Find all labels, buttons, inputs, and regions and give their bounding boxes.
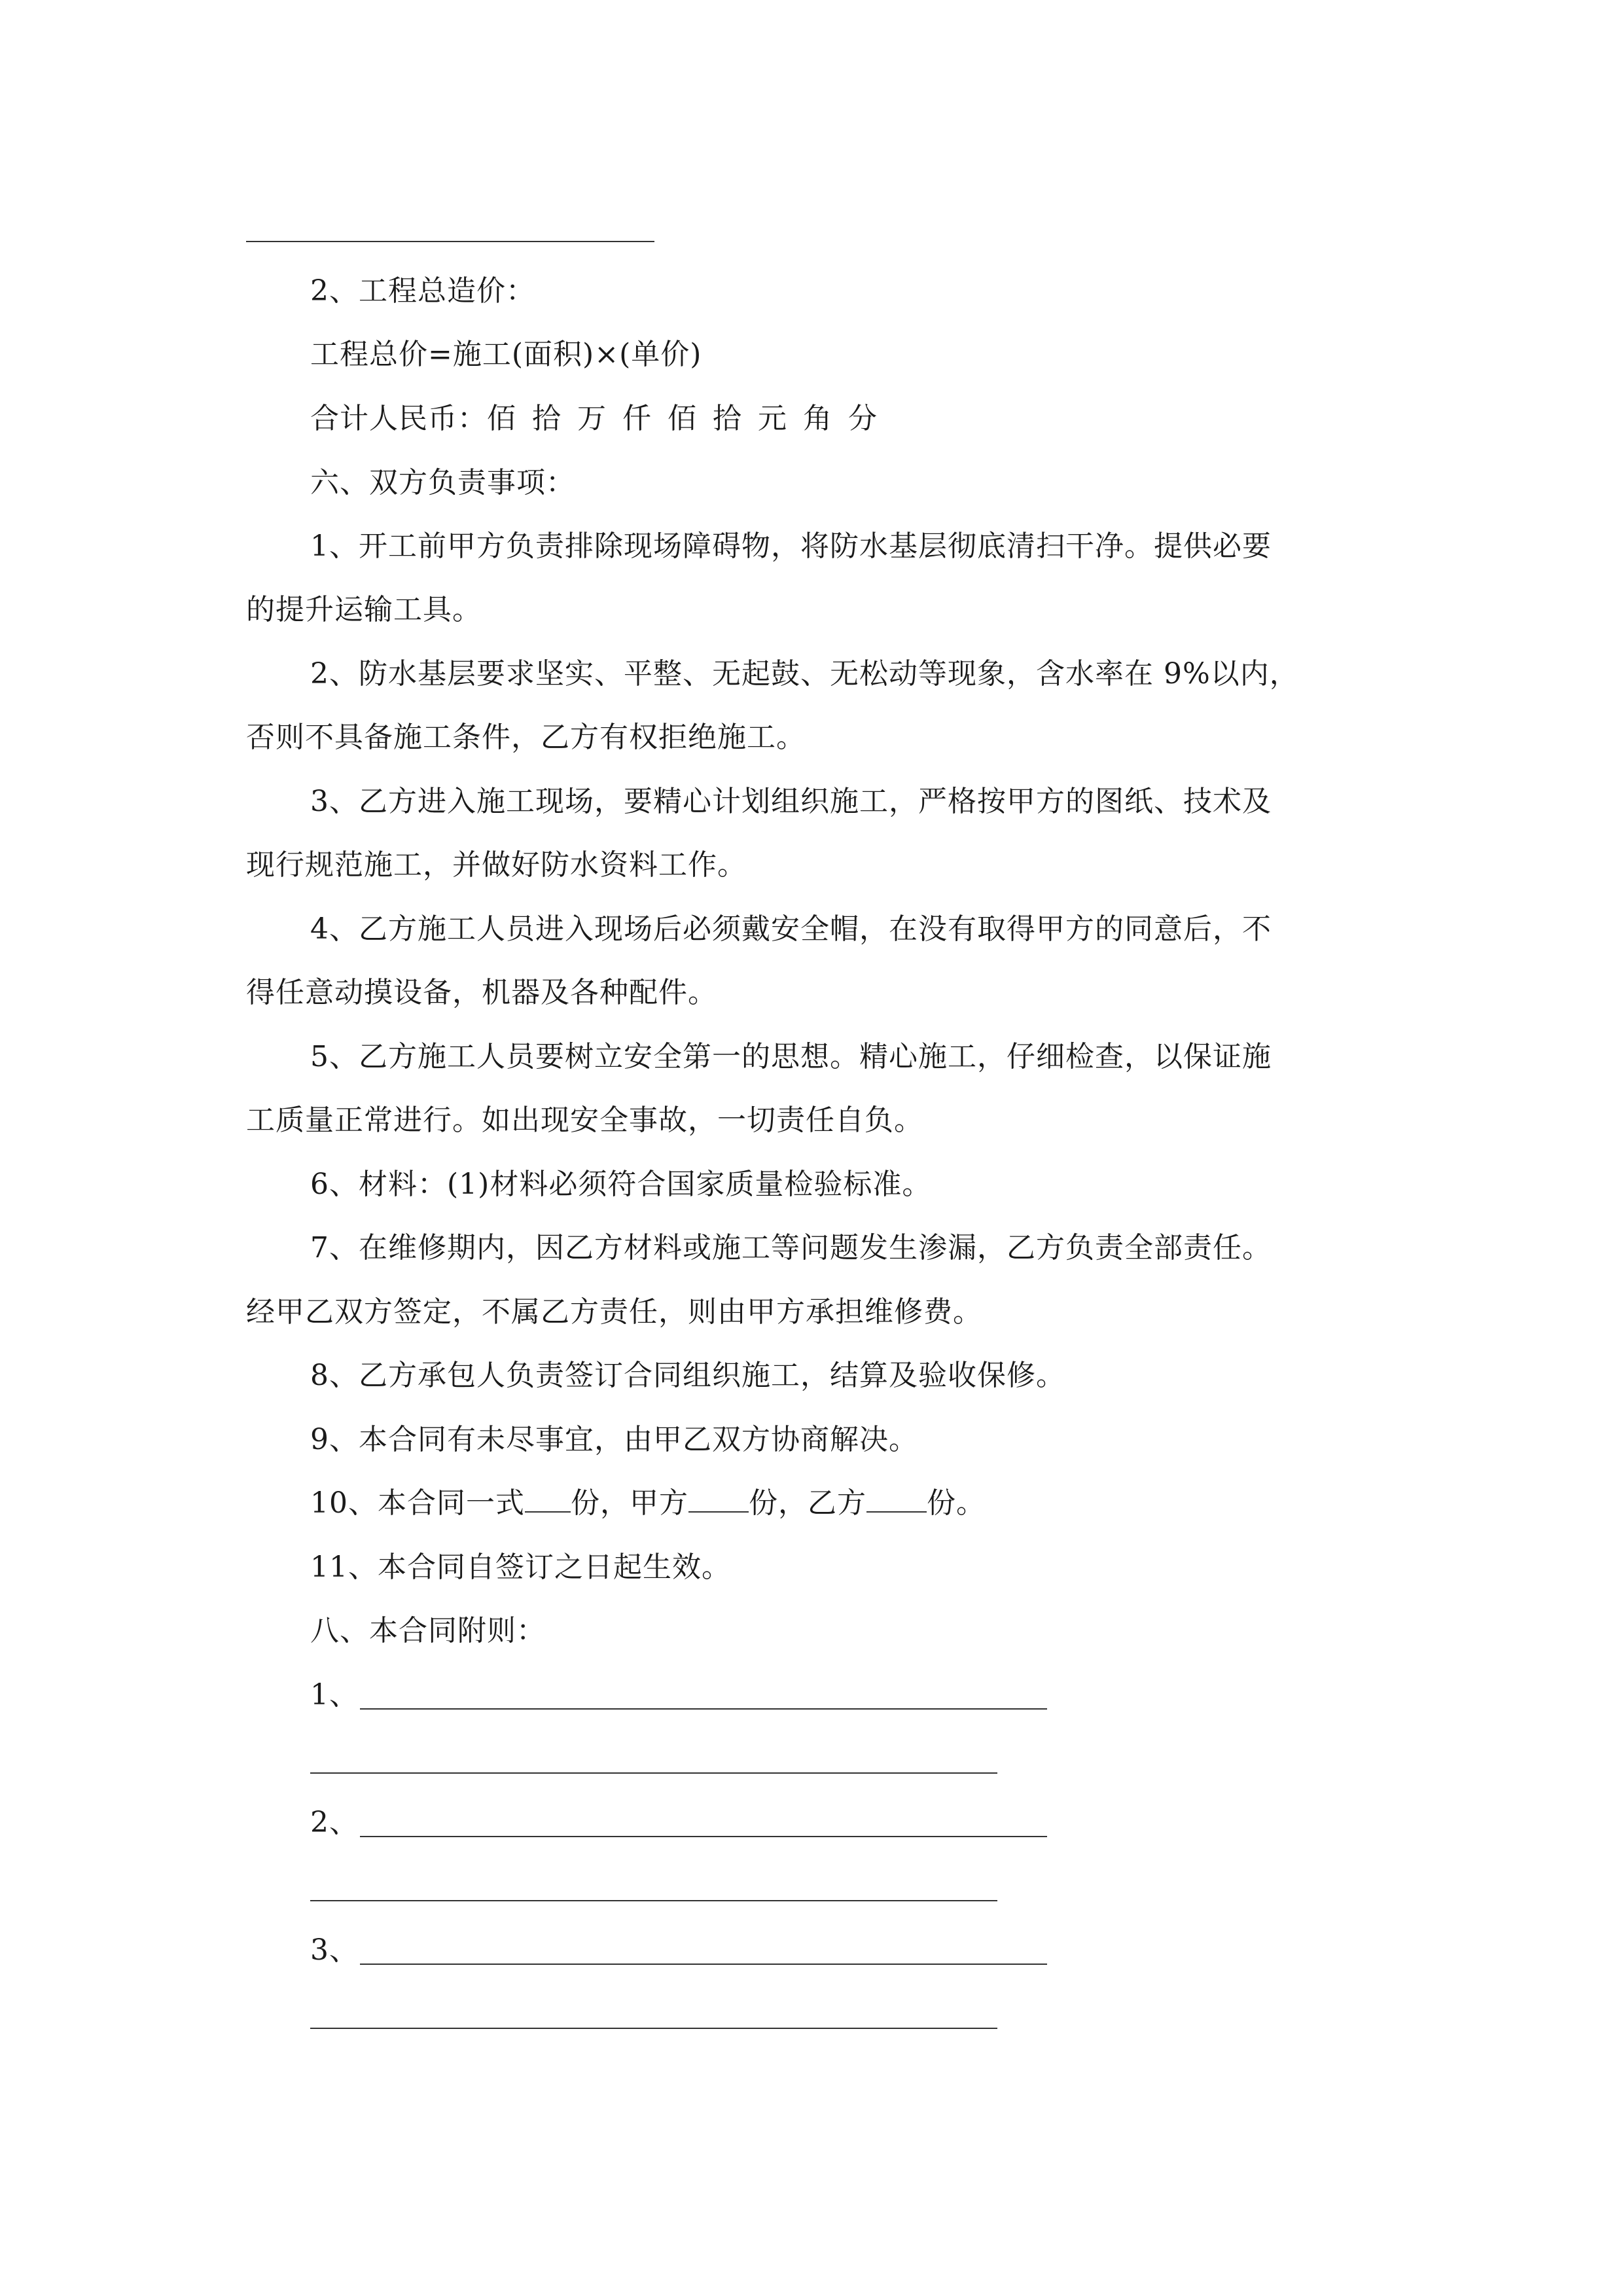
- unit-yuan: 元: [758, 402, 787, 435]
- appendix-3-blank-line-2: [310, 2028, 997, 2029]
- top-divider: [246, 241, 654, 242]
- item-4-line-2: 得任意动摸设备，机器及各种配件。: [246, 976, 717, 1009]
- unit-bai-1: 佰: [487, 402, 516, 435]
- item-10: [310, 1484, 986, 1523]
- section-8-title: 八、本合同附则：: [310, 1614, 546, 1647]
- item-7-line-1: 7、在维修期内，因乙方材料或施工等问题发生渗漏，乙方负责全部责任。: [310, 1231, 1272, 1265]
- item-8: 8、乙方承包人负责签订合同组织施工，结算及验收保修。: [310, 1359, 1065, 1392]
- appendix-2-blank-line-1: [360, 1836, 1047, 1837]
- appendix-1-label: 1、: [310, 1678, 359, 1712]
- appendix-3-blank-line-1: [360, 1964, 1047, 1965]
- copies-party-b-blank: [866, 1485, 927, 1513]
- unit-wan: 万: [577, 402, 607, 435]
- item-9: 9、本合同有未尽事宜，由甲乙双方协商解决。: [310, 1423, 918, 1456]
- item-2-line-1: 2、防水基层要求坚实、平整、无起鼓、无松动等现象，含水率在 9%以内，: [310, 657, 1299, 691]
- formula-text: 工程总价=施工(面积)×(单价): [310, 338, 702, 371]
- item-10-part-4: 份。: [927, 1486, 986, 1520]
- unit-qian: 仟: [622, 402, 652, 435]
- item-10-part-1: 10、本合同一式: [310, 1486, 525, 1520]
- appendix-2-blank-line-2: [310, 1900, 997, 1901]
- item-10-part-2: 份，甲方: [571, 1486, 688, 1520]
- total-label: 合计人民币：: [310, 402, 487, 435]
- copies-total-blank: [525, 1485, 571, 1513]
- item-3-line-2: 现行规范施工，并做好防水资料工作。: [246, 848, 747, 882]
- appendix-2-label: 2、: [310, 1806, 359, 1839]
- appendix-3-label: 3、: [310, 1933, 359, 1967]
- unit-bai-2: 佰: [668, 402, 697, 435]
- section-6-title: 六、双方负责事项：: [310, 466, 575, 499]
- item-5-line-1: 5、乙方施工人员要树立安全第一的思想。精心施工，仔细检查，以保证施: [310, 1040, 1272, 1073]
- item-1-line-2: 的提升运输工具。: [246, 593, 482, 626]
- unit-fen: 分: [848, 402, 878, 435]
- appendix-1-blank-line-2: [310, 1772, 997, 1774]
- item-5-line-2: 工质量正常进行。如出现安全事故，一切责任自负。: [246, 1103, 923, 1137]
- item-7-line-2: 经甲乙双方签定，不属乙方责任，则由甲方承担维修费。: [246, 1295, 982, 1329]
- item-1-line-1: 1、开工前甲方负责排除现场障碍物，将防水基层彻底清扫干净。提供必要: [310, 529, 1272, 563]
- unit-shi-1: 拾: [532, 402, 562, 435]
- item-4-line-1: 4、乙方施工人员进入现场后必须戴安全帽，在没有取得甲方的同意后，不: [310, 912, 1272, 946]
- appendix-1-blank-line-1: [360, 1708, 1047, 1710]
- item-6: 6、材料：(1)材料必须符合国家质量检验标准。: [310, 1168, 932, 1201]
- money-units: [487, 402, 893, 435]
- item-10-part-3: 份，乙方: [749, 1486, 866, 1520]
- unit-shi-2: 拾: [713, 402, 742, 435]
- total-amount-line: [310, 399, 893, 439]
- item-3-line-1: 3、乙方进入施工现场，要精心计划组织施工，严格按甲方的图纸、技术及: [310, 785, 1272, 818]
- item-2-line-2: 否则不具备施工条件，乙方有权拒绝施工。: [246, 721, 806, 754]
- section-2-title: 2、工程总造价：: [310, 274, 535, 308]
- item-11: 11、本合同自签订之日起生效。: [310, 1551, 731, 1584]
- unit-jiao: 角: [803, 402, 832, 435]
- copies-party-a-blank: [688, 1485, 749, 1513]
